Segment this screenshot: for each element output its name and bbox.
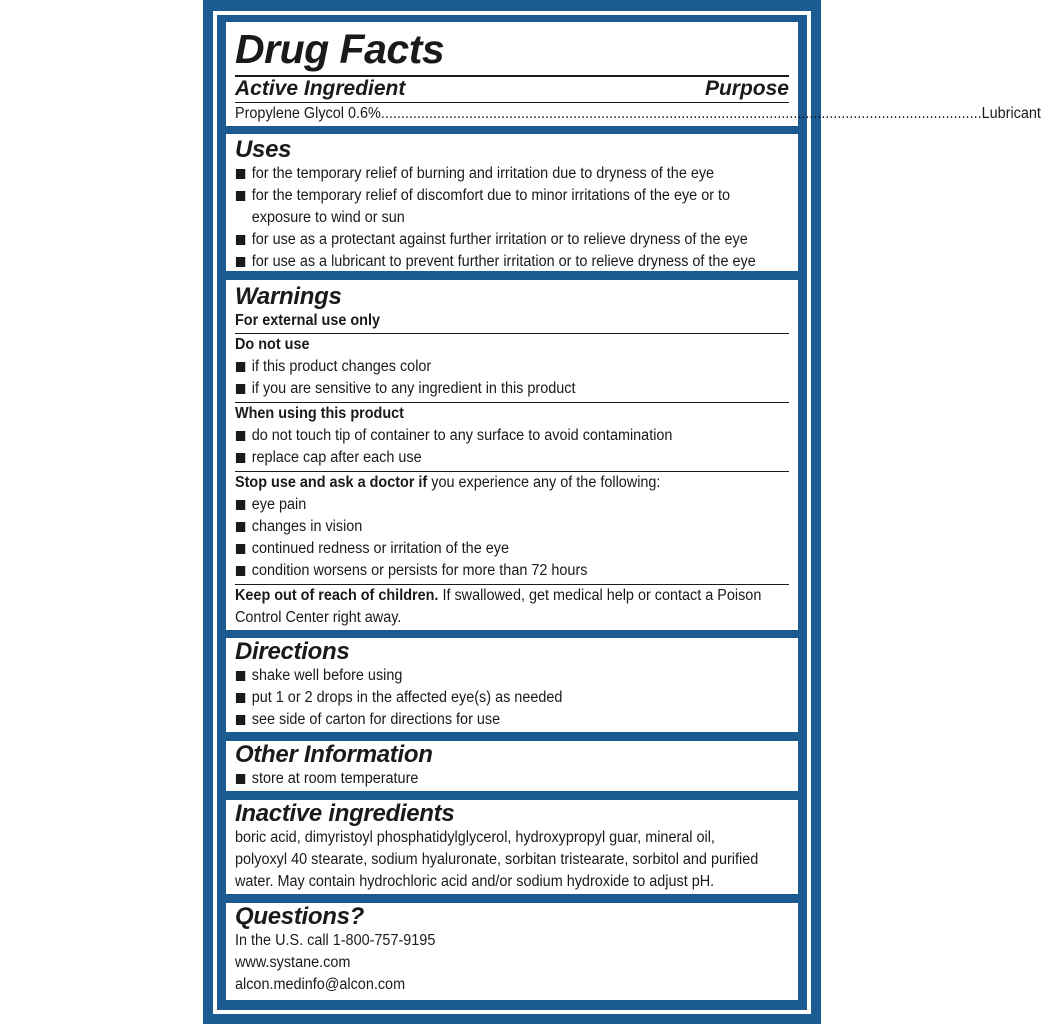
uses-section (226, 134, 798, 271)
active-purpose-header (235, 77, 789, 102)
website-line: www.systane.com (235, 954, 351, 971)
page-title: Drug Facts (235, 26, 445, 72)
list-item: eye pain (235, 494, 750, 516)
other-info-heading: Other Information (235, 741, 433, 768)
inactive-line: polyoxyl 40 stearate, sodium hyaluronate, sorbitan tristearate, sorbitol and purified (235, 851, 759, 868)
questions-heading: Questions? (235, 903, 365, 930)
purpose-label: Purpose (704, 77, 789, 100)
bullet-icon (236, 693, 245, 703)
list-item: for the temporary relief of discomfort due to minor irritations of the eye or to (235, 185, 750, 207)
list-item: continued redness or irritation of the eye (235, 538, 750, 560)
keep-out-of-reach-line2: Control Center right away. (235, 609, 402, 626)
active-ingredient-label: Active Ingredient (235, 77, 406, 100)
uses-heading: Uses (235, 136, 292, 163)
list-item: if you are sensitive to any ingredient in this product (235, 378, 750, 400)
list-item: do not touch tip of container to any surface to avoid contamination (235, 425, 750, 447)
bullet-icon (236, 715, 245, 725)
when-using-label: When using this product (235, 405, 404, 422)
bullet-icon (236, 774, 245, 784)
dot-leader: ...................................................................................................................................................... (380, 105, 982, 122)
warnings-heading: Warnings (235, 283, 342, 310)
list-item: if this product changes color (235, 356, 750, 378)
inactive-heading: Inactive ingredients (235, 800, 455, 827)
ingredient-name: Propylene Glycol 0.6% (235, 105, 381, 122)
list-item: shake well before using (235, 665, 750, 687)
list-item: put 1 or 2 drops in the affected eye(s) as needed (235, 687, 750, 709)
bullet-icon (236, 544, 245, 554)
list-item: condition worsens or persists for more than 72 hours (235, 560, 750, 582)
questions-section (226, 903, 798, 1000)
inactive-line: water. May contain hydrochloric acid and/or sodium hydroxide to adjust pH. (235, 873, 715, 890)
directions-section (226, 638, 798, 732)
inactive-ingredients-section (226, 800, 798, 894)
warnings-section (226, 280, 798, 630)
drug-facts-header (226, 22, 1041, 126)
list-item: changes in vision (235, 516, 750, 538)
bullet-icon (236, 522, 245, 532)
directions-heading: Directions (235, 638, 350, 665)
bullet-icon (236, 500, 245, 510)
keep-out-of-reach: Keep out of reach of children. If swallowed, get medical help or contact a Poison (235, 587, 762, 604)
bullet-icon (236, 384, 245, 394)
bullet-icon (236, 671, 245, 681)
list-item: store at room temperature (235, 768, 750, 790)
bullet-icon (236, 566, 245, 576)
do-not-use-label: Do not use (235, 336, 310, 353)
ingredient-purpose: Lubricant (981, 105, 1041, 122)
email-line: alcon.medinfo@alcon.com (235, 976, 406, 993)
bullet-icon (236, 362, 245, 372)
list-item: for the temporary relief of burning and irritation due to dryness of the eye (235, 163, 750, 185)
ingredient-row (235, 103, 1041, 125)
list-item: replace cap after each use (235, 447, 750, 469)
stop-use-line: Stop use and ask a doctor if you experience any of the following: (235, 474, 661, 491)
list-item-continuation: exposure to wind or sun (251, 209, 405, 226)
external-use-note: For external use only (235, 312, 381, 329)
list-item: for use as a protectant against further irritation or to relieve dryness of the eye (235, 229, 750, 251)
bullet-icon (236, 453, 245, 463)
bullet-icon (236, 235, 245, 245)
list-item: see side of carton for directions for use (235, 709, 750, 731)
bullet-icon (236, 191, 245, 201)
list-item: for use as a lubricant to prevent further irritation or to relieve dryness of the eye (235, 251, 750, 273)
bullet-icon (236, 431, 245, 441)
bullet-icon (236, 257, 245, 267)
bullet-icon (236, 169, 245, 179)
other-info-section (226, 741, 798, 791)
inactive-line: boric acid, dimyristoyl phosphatidylglycerol, hydroxypropyl guar, mineral oil, (235, 829, 715, 846)
phone-line: In the U.S. call 1-800-757-9195 (235, 932, 436, 949)
